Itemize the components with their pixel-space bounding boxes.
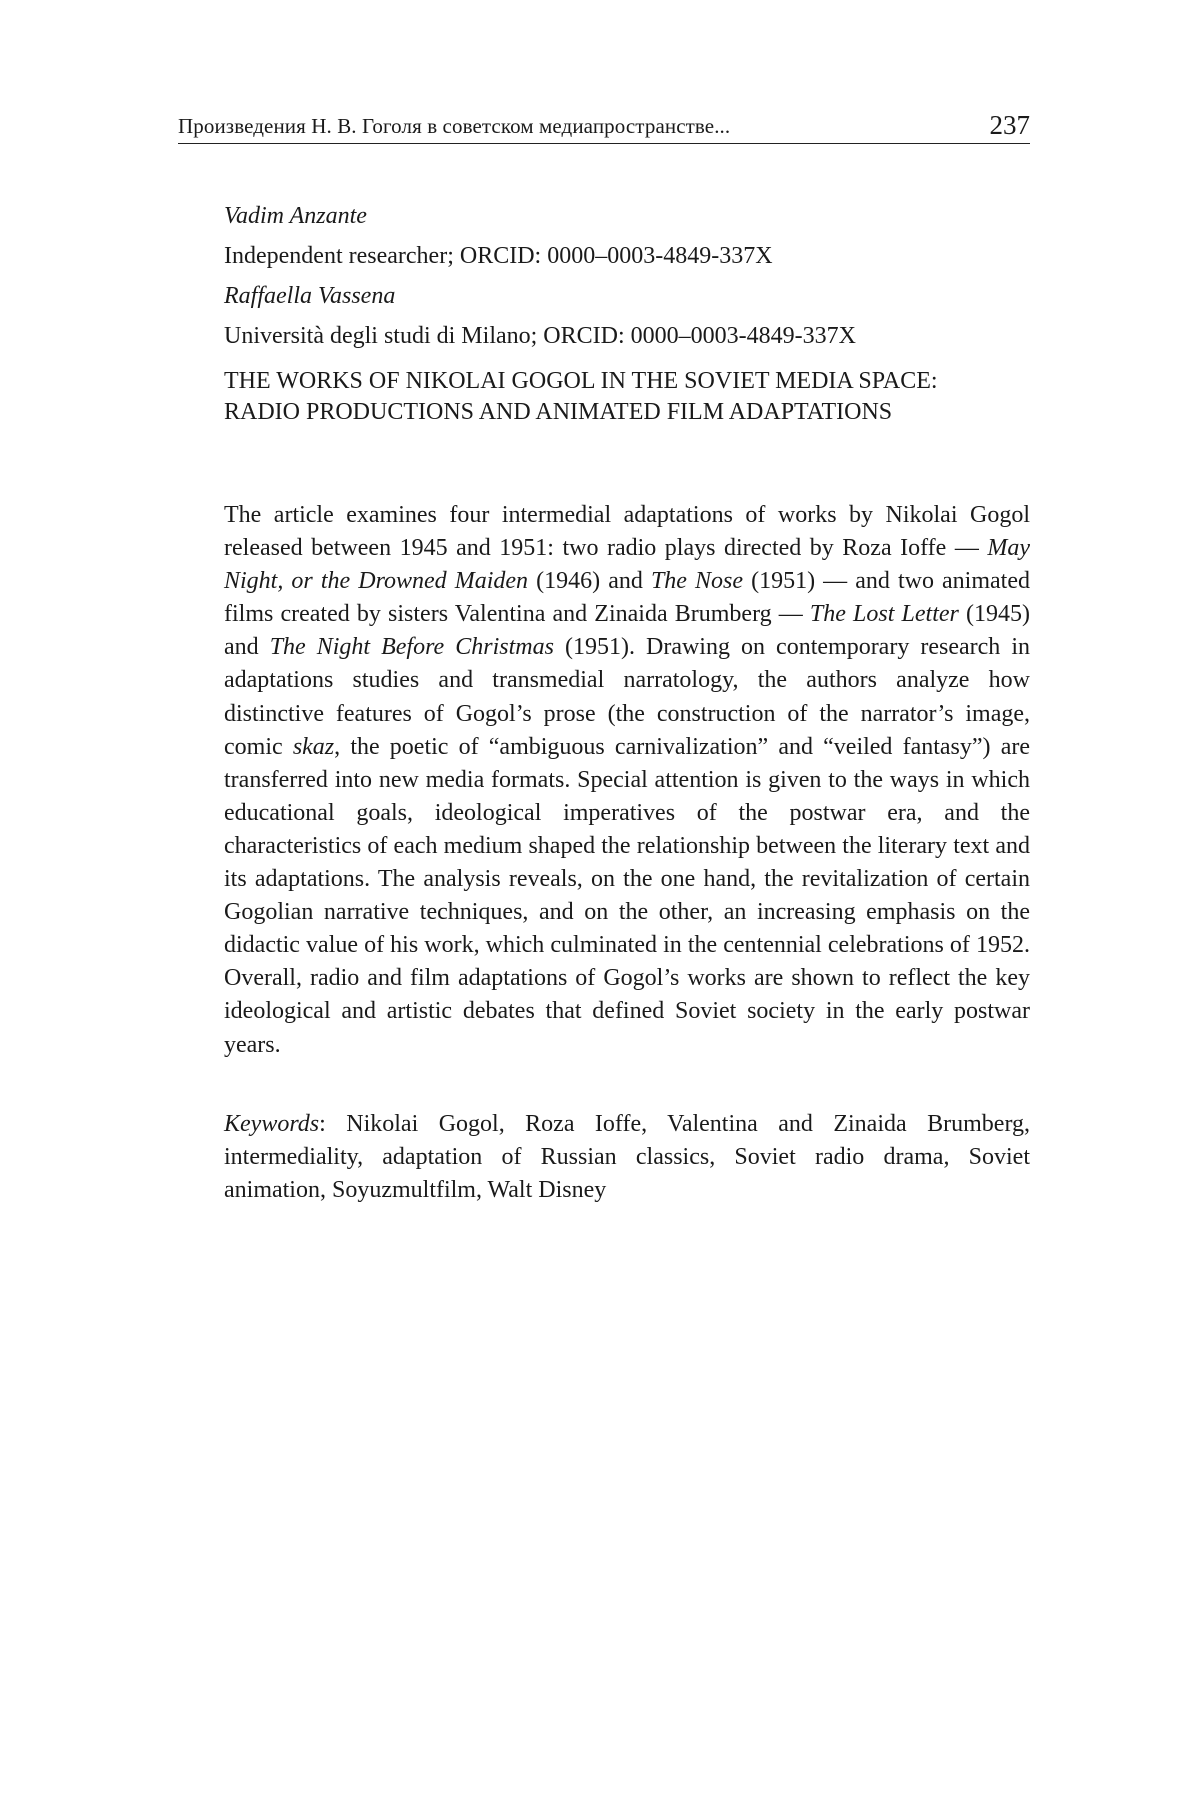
work-title-may-night: May Night, or the Drowned Maiden [224,535,1030,595]
keywords-separator: : [319,1110,326,1137]
author-name-1: Vadim Anzante [224,203,367,229]
term-skaz: skaz [292,733,335,760]
article-title [224,366,1030,428]
keywords [224,1108,1030,1207]
abstract [224,499,1030,1062]
author-name-2: Raffaella Vassena [224,283,396,309]
article-title-line-2: RADIO PRODUCTIONS AND ANIMATED FILM ADAPTATIONS [224,399,893,425]
abstract-text-4: (1945) and [224,601,1030,661]
work-title-the-nose: The Nose [650,568,744,595]
abstract-text-5: (1951). Drawing on contemporary research in adaptations studies and transmedial narratology, the authors analyze how distinctive features of Gogol’s prose (the construction of the narrator’s image, comic [224,634,1031,760]
abstract-text-1: The article examines four intermedial adaptations of works by Nikolai Gogol released between 1945 and 1951: two radio plays directed by Roza Ioffe — [224,502,1030,562]
abstract-text-6: , the poetic of “ambiguous carnivalization” and “veiled fantasy”) are transferred into new media formats. Special attention is given to the ways in which educational goals, ideological imperatives of the postwar era, and the characteristics of each medium shaped the relationship between the literary text and its adaptations. The analysis reveals, on the one hand, the revitalization of certain Gogolian narrative techniques, and on the other, an increasing emphasis on the didactic value of his work, which culminated in the centennial celebrations of 1952. Overall, radio and film adaptations of Gogol’s works are shown to reflect the key ideological and artistic debates that defined Soviet society in the early postwar years. [224,733,1031,1058]
article-front-matter [224,196,1030,1207]
keywords-label: Keywords [224,1110,320,1137]
work-title-night-before-christmas: The Night Before Christmas [269,634,554,661]
article-title-line-1: THE WORKS OF NIKOLAI GOGOL IN THE SOVIET MEDIA SPACE: [224,368,938,394]
work-title-lost-letter: The Lost Letter [809,601,959,628]
running-title: Произведения Н. В. Гоголя в советском медиапространстве... [178,114,731,138]
running-head [178,104,1030,144]
keywords-list: Nikolai Gogol, Roza Ioffe, Valentina and Zinaida Brumberg, intermediality, adaptation of Russian classics, Soviet radio drama, Soviet animation, Soyuzmultfilm, Walt Disney [224,1110,1030,1203]
abstract-text-3: (1951) — and two animated films created by sisters Valentina and Zinaida Brumberg — [224,568,1030,628]
abstract-text-2: (1946) and [528,568,651,595]
page-number: 237 [989,110,1030,140]
author-affiliation-2: Università degli studi di Milano; ORCID: 0000–0003-4849-337X [224,323,856,349]
author-affiliation-1: Independent researcher; ORCID: 0000–0003-4849-337X [224,243,773,269]
